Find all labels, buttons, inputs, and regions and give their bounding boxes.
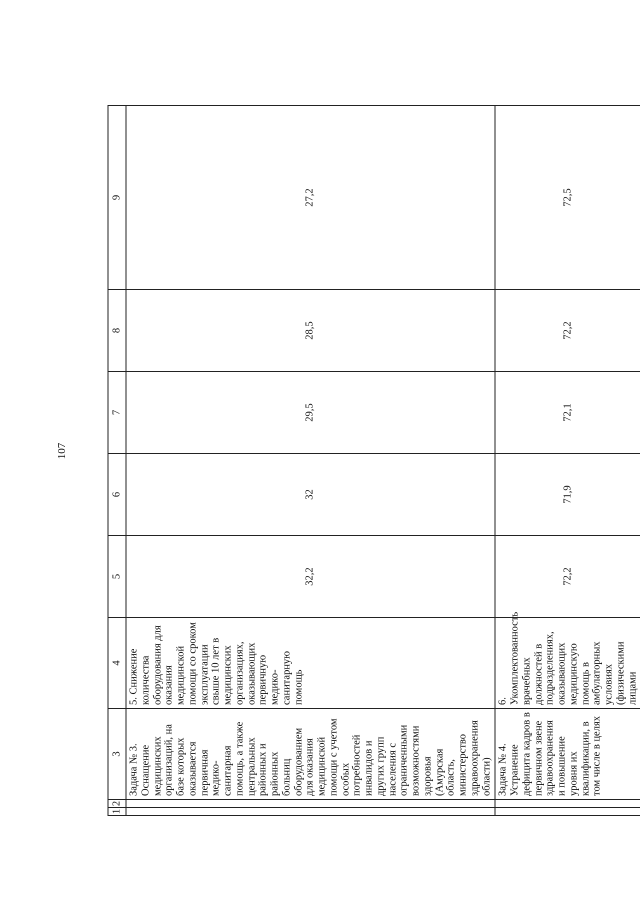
value-cell: 72,2 [495,290,640,372]
indicator-cell: 5. Снижение количества оборудования для оказания медицинской помощи со сроком эксплуатации свыше 10 лет в медицинских организациях, оказывающих первичную медико-санитарную помощь [126,618,495,709]
task-cell: Задача № 4. Устранение дефицита кадров в первичном звене здравоохранения и повышение уровня их квалификации, в том числе в целях [495,709,640,800]
header-cell: 1 [108,808,126,816]
value-cell: 32 [126,454,495,536]
header-cell: 8 [108,290,126,372]
header-row [108,106,126,816]
indicators-table [108,105,640,816]
header-cell: 4 [108,618,126,709]
header-cell: 3 [108,709,126,800]
indicator-cell: 6. Укомплектованность врачебных должностей в подразделениях, оказывающих медицинскую помощь в амбулаторных условиях (физическими лицами [495,618,640,709]
table-row [126,106,495,816]
page-number: 107 [56,442,68,460]
value-cell: 27,2 [126,106,495,290]
header-cell: 5 [108,536,126,618]
task-cell: Задача № 3. Оснащение медицинских организаций, на базе которых оказывается первичная медико-санитарная помощь, а также центральных районных и районных больниц оборудованием для оказания медицинской помощи с учетом особых потребностей инвалидов и других групп населения с ограниченными возможностями здоровья (Амурская область, министерство здравоохранения области) [126,709,495,800]
header-cell: 6 [108,454,126,536]
table-row [495,106,640,816]
table-cell-empty [126,808,495,816]
value-cell: 71,9 [495,454,640,536]
value-cell: 28,5 [126,290,495,372]
value-cell: 32,2 [126,536,495,618]
value-cell: 72,2 [495,536,640,618]
table-cell-empty [495,808,640,816]
header-cell: 9 [108,106,126,290]
header-cell: 2 [108,800,126,808]
value-cell: 72,5 [495,106,640,290]
table-cell-empty [126,800,495,808]
value-cell: 29,5 [126,372,495,454]
rotated-table-container [108,106,638,816]
value-cell: 72,1 [495,372,640,454]
header-cell: 7 [108,372,126,454]
table-cell-empty [495,800,640,808]
